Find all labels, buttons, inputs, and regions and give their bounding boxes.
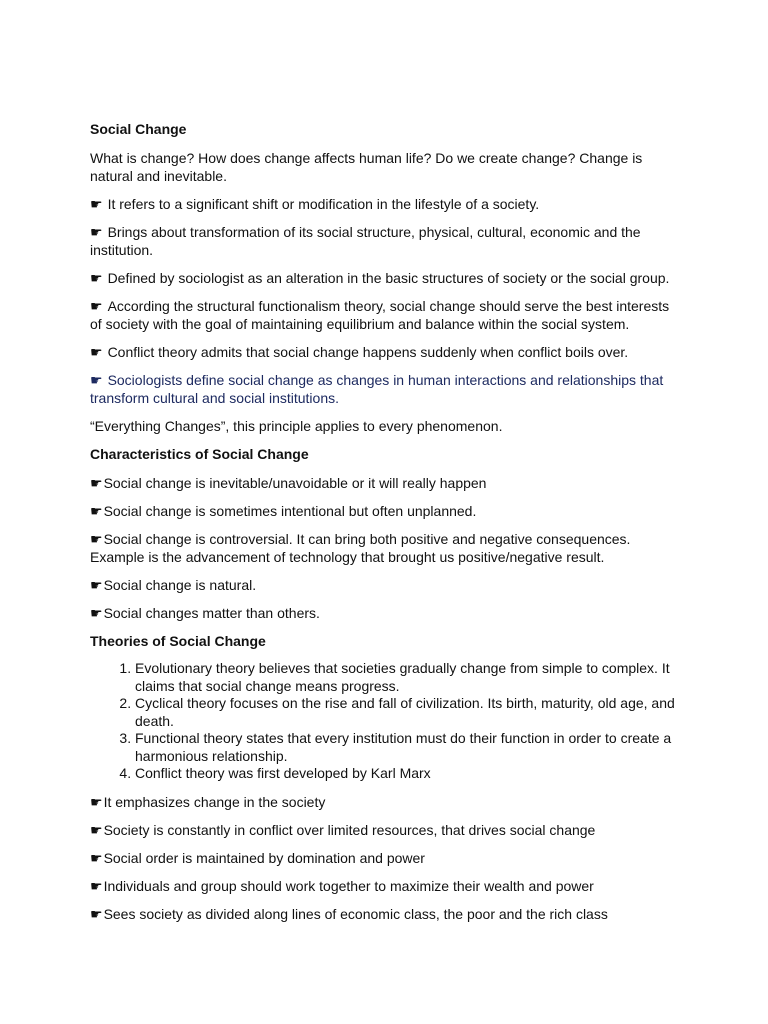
conflict-point-text: Sees society as divided along lines of economic class, the poor and the rich class bbox=[103, 905, 608, 922]
pointing-hand-icon: ☛ bbox=[90, 224, 103, 240]
conflict-point-text: Social order is maintained by domination and power bbox=[103, 849, 425, 866]
bullet-paragraph-definition bbox=[90, 371, 682, 407]
document-content bbox=[90, 121, 682, 923]
theory-item: 1. Evolutionary theory believes that societies gradually change from simple to complex. It claims that social change means progress. bbox=[135, 660, 682, 695]
pointing-hand-icon: ☛ bbox=[90, 849, 103, 866]
section-title-characteristics: Characteristics of Social Change bbox=[90, 446, 309, 462]
conflict-point-text: Individuals and group should work together to maximize their wealth and power bbox=[103, 877, 594, 894]
conflict-point-text: It emphasizes change in the society bbox=[103, 793, 326, 810]
theory-item: 3. Functional theory states that every institution must do their function in order to create a harmonious relationship. bbox=[135, 730, 682, 765]
characteristic-item bbox=[90, 502, 682, 520]
closing-paragraph: “Everything Changes”, this principle applies to every phenomenon. bbox=[90, 418, 503, 434]
characteristic-text: Social change is inevitable/unavoidable or it will really happen bbox=[103, 475, 487, 491]
bullet-text: It refers to a significant shift or modification in the lifestyle of a society. bbox=[107, 196, 540, 212]
pointing-hand-icon: ☛ bbox=[90, 196, 103, 212]
characteristic-text: Social change is natural. bbox=[103, 577, 257, 593]
pointing-hand-icon: ☛ bbox=[90, 877, 103, 894]
conflict-point bbox=[90, 849, 682, 867]
pointing-hand-icon: ☛ bbox=[90, 298, 103, 314]
section-title-social-change: Social Change bbox=[90, 121, 187, 137]
characteristic-item bbox=[90, 576, 682, 594]
characteristic-text: Social change is controversial. It can bring both positive and negative consequences. Example is the advancement of technology that brought us positive/negative result. bbox=[90, 531, 631, 565]
pointing-hand-icon: ☛ bbox=[90, 344, 103, 360]
pointing-hand-icon: ☛ bbox=[90, 905, 103, 922]
section-title-theories: Theories of Social Change bbox=[90, 633, 266, 649]
characteristic-item bbox=[90, 474, 682, 492]
bullet-paragraph bbox=[90, 343, 682, 361]
characteristic-item bbox=[90, 604, 682, 622]
bullet-paragraph bbox=[90, 223, 682, 259]
pointing-hand-icon: ☛ bbox=[90, 605, 103, 621]
conflict-point-text: Society is constantly in conflict over limited resources, that drives social change bbox=[103, 821, 596, 838]
pointing-hand-icon: ☛ bbox=[90, 475, 103, 491]
intro-paragraph: What is change? How does change affects human life? Do we create change? Change is natural and inevitable. bbox=[90, 150, 643, 184]
conflict-point bbox=[90, 821, 682, 839]
pointing-hand-icon: ☛ bbox=[90, 793, 103, 810]
pointing-hand-icon: ☛ bbox=[90, 531, 103, 547]
bullet-text: Brings about transformation of its social structure, physical, cultural, economic and the institution. bbox=[90, 224, 641, 258]
bullet-text: Conflict theory admits that social change happens suddenly when conflict boils over. bbox=[107, 344, 629, 360]
bullet-text: Sociologists define social change as changes in human interactions and relationships that transform cultural and social institutions. bbox=[90, 372, 664, 406]
bullet-paragraph bbox=[90, 269, 682, 287]
characteristic-text: Social changes matter than others. bbox=[103, 605, 320, 621]
bullet-text: Defined by sociologist as an alteration in the basic structures of society or the social group. bbox=[107, 270, 670, 286]
characteristic-item bbox=[90, 530, 682, 566]
bullet-paragraph bbox=[90, 297, 682, 333]
theory-item: 4. Conflict theory was first developed by Karl Marx bbox=[135, 765, 682, 783]
theories-list bbox=[90, 660, 682, 783]
bullet-text: According the structural functionalism theory, social change should serve the best interests of society with the goal of maintaining equilibrium and balance within the social system. bbox=[90, 298, 670, 332]
conflict-point bbox=[90, 905, 682, 923]
bullet-paragraph bbox=[90, 195, 682, 213]
conflict-point bbox=[90, 877, 682, 895]
pointing-hand-icon: ☛ bbox=[90, 577, 103, 593]
conflict-point bbox=[90, 793, 682, 811]
pointing-hand-icon: ☛ bbox=[90, 503, 103, 519]
theory-item: 2. Cyclical theory focuses on the rise and fall of civilization. Its birth, maturity, old age, and death. bbox=[135, 695, 682, 730]
pointing-hand-icon: ☛ bbox=[90, 821, 103, 838]
pointing-hand-icon: ☛ bbox=[90, 372, 103, 388]
characteristic-text: Social change is sometimes intentional but often unplanned. bbox=[103, 503, 477, 519]
pointing-hand-icon: ☛ bbox=[90, 270, 103, 286]
